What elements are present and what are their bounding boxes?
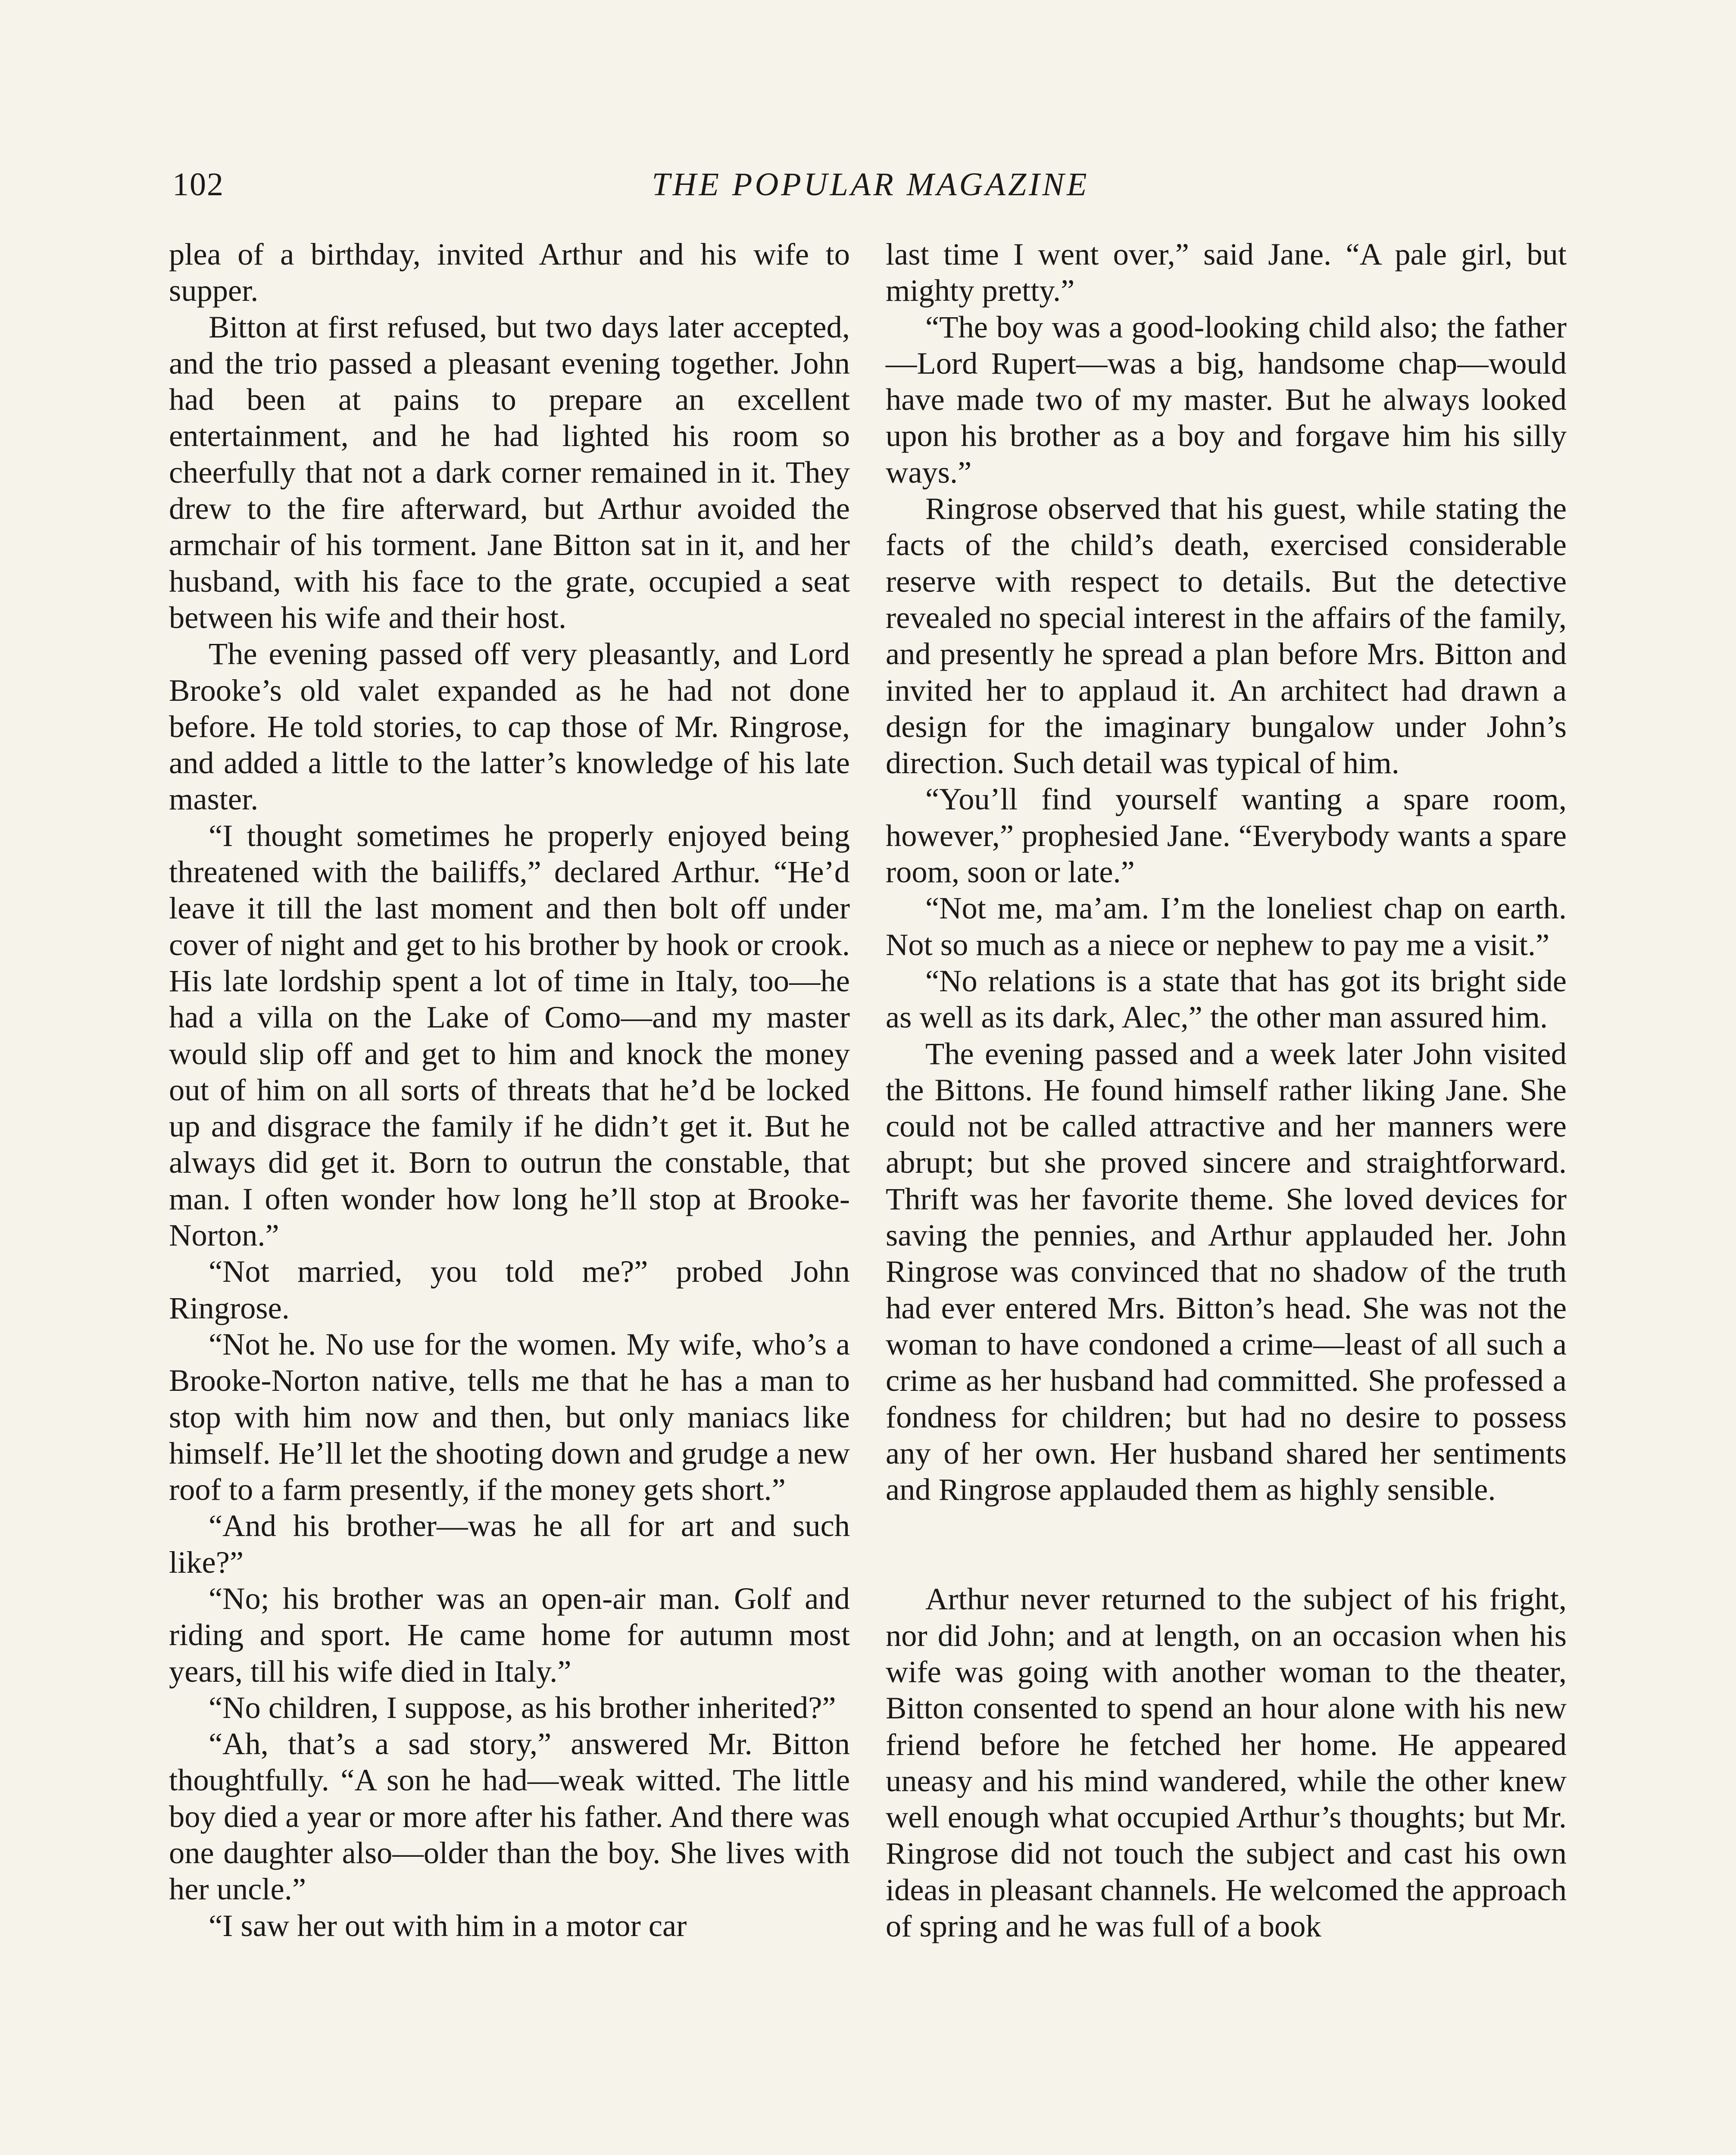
- left-column: [169, 236, 850, 2155]
- paragraph: “No relations is a state that has got its bright side as well as its dark, Alec,” the other man assured him.: [886, 963, 1567, 1035]
- paragraph: Bitton at first refused, but two days later accepted, and the trio passed a pleasant evening together. John had been at pains to prepare an excellent entertainment, and he had lighted his room so cheerfully that not a dark corner remained in it. They drew to the fire afterward, but Arthur avoided the armchair of his torment. Jane Bitton sat in it, and her husband, with his face to the grate, occupied a seat between his wife and their host.: [169, 309, 850, 635]
- paragraph: “You’ll find yourself wanting a spare room, however,” prophesied Jane. “Everybody wants a spare room, soon or late.”: [886, 781, 1567, 890]
- paragraph: “No; his brother was an open-air man. Golf and riding and sport. He came home for autumn most years, till his wife died in Italy.”: [169, 1580, 850, 1689]
- page-header: [172, 163, 1569, 215]
- running-title: THE POPULAR MAGAZINE: [652, 166, 1090, 203]
- paragraph: The evening passed off very pleasantly, and Lord Brooke’s old valet expanded as he had not done before. He told stories, to cap those of Mr. Ringrose, and added a little to the latter’s knowledge of his late master.: [169, 636, 850, 817]
- paragraph: “Ah, that’s a sad story,” answered Mr. Bitton thoughtfully. “A son he had—weak witted. The little boy died a year or more after his father. And there was one daughter also—older than the boy. She lives with her uncle.”: [169, 1726, 850, 1907]
- paragraph: “And his brother—was he all for art and such like?”: [169, 1508, 850, 1580]
- paragraph: “No children, I suppose, as his brother inherited?”: [209, 1690, 836, 1725]
- paragraph: plea of a birthday, invited Arthur and his wife to supper.: [169, 237, 850, 308]
- paragraph: last time I went over,” said Jane. “A pale girl, but mighty pretty.”: [886, 237, 1567, 308]
- paragraph: “Not he. No use for the women. My wife, who’s a Brooke-Norton native, tells me that he has a man to stop with him now and then, but only maniacs like himself. He’ll let the shooting down and grudge a new roof to a farm presently, if the money gets short.”: [169, 1326, 850, 1507]
- paragraph: “The boy was a good-looking child also; the father—Lord Rupert—was a big, handsome chap—would have made two of my master. But he always looked upon his brother as a boy and forgave him his silly ways.”: [886, 309, 1567, 490]
- paragraph: The evening passed and a week later John visited the Bittons. He found himself rather liking Jane. She could not be called attractive and her manners were abrupt; but she proved sincere and straightforward. Thrift was her favorite theme. She loved devices for saving the pennies, and Arthur applauded her. John Ringrose was convinced that no shadow of the truth had ever entered Mrs. Bitton’s head. She was not the woman to have condoned a crime—least of all such a crime as her husband had committed. She professed a fondness for children; but had no desire to possess any of her own. Her husband shared her sentiments and Ringrose applauded them as highly sensible.: [886, 1036, 1567, 1507]
- page-number: 102: [172, 166, 224, 203]
- paragraph: “Not married, you told me?” probed John Ringrose.: [169, 1254, 850, 1325]
- paragraph: Arthur never returned to the subject of his fright, nor did John; and at length, on an occasion when his wife was going with another woman to the theater, Bitton consented to spend an hour alone with his new friend before he fetched her home. He appeared uneasy and his mind wandered, while the other knew well enough what occupied Arthur’s thoughts; but Mr. Ringrose did not touch the subject and cast his own ideas in pleasant channels. He welcomed the approach of spring and he was full of a book: [886, 1581, 1567, 1944]
- paragraph: “I thought sometimes he properly enjoyed being threatened with the bailiffs,” declared Arthur. “He’d leave it till the last moment and then bolt off under cover of night and get to his brother by hook or crook. His late lordship spent a lot of time in Italy, too—he had a villa on the Lake of Como—and my master would slip off and get to him and knock the money out of him on all sorts of threats that he’d be locked up and disgrace the family if he didn’t get it. But he always did get it. Born to outrun the constable, that man. I often wonder how long he’ll stop at Brooke-Norton.”: [169, 818, 850, 1253]
- right-column: [886, 236, 1567, 2155]
- paragraph: “I saw her out with him in a motor car: [209, 1908, 687, 1943]
- paragraph: Ringrose observed that his guest, while stating the facts of the child’s death, exercised considerable reserve with respect to details. But the detective revealed no special interest in the affairs of the family, and presently he spread a plan before Mrs. Bitton and invited her to applaud it. An architect had drawn a design for the imaginary bungalow under John’s direction. Such detail was typical of him.: [886, 491, 1567, 781]
- paragraph: “Not me, ma’am. I’m the loneliest chap on earth. Not so much as a niece or nephew to pay me a visit.”: [886, 890, 1567, 962]
